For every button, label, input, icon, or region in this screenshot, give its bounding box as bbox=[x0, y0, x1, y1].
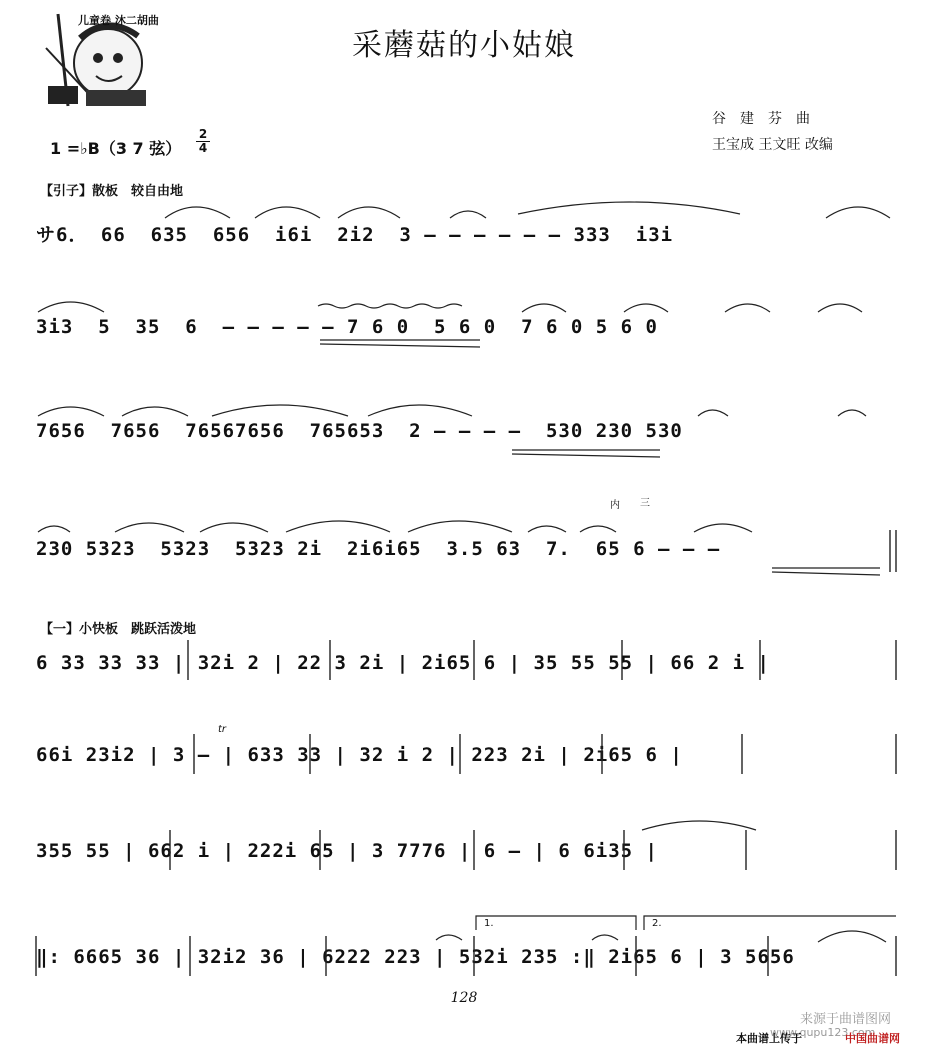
score-row-4: 230 5323 5323 5323 2i 2i6i65 3.5 63 7. 65 6 – – – bbox=[36, 538, 721, 560]
score-row-2: 3i3 5 35 6 – – – – – 7 6 0 5 6 0 7 6 0 5 6 0 bbox=[36, 316, 658, 338]
score-row-1: サ6． 66 635 656 i6i 2i2 3 – – – – – – 333 i3i bbox=[36, 224, 674, 246]
volta-1: 1. bbox=[484, 918, 494, 929]
page-title: 采蘑菇的小姑娘 bbox=[352, 28, 576, 63]
score-row-7: 355 55 | 662 i | 222i 65 | 3 7776 | 6 – | 6 6i35 | bbox=[36, 840, 658, 862]
score-row-3: 7656 7656 76567656 765653 2 – – – – 530 230 530 bbox=[36, 420, 683, 442]
volta-2: 2. bbox=[652, 918, 662, 929]
composer: 谷建芬曲 bbox=[712, 111, 824, 127]
time-signature-top: 2 bbox=[198, 127, 208, 141]
logo-text: 儿童卷 沐二胡曲 bbox=[78, 14, 159, 27]
mark-san: 三 bbox=[640, 498, 650, 509]
key-signature: 1 =♭B（3 7 弦） bbox=[50, 139, 182, 158]
footer-brand: 中国曲谱网 bbox=[845, 1032, 900, 1045]
arranger: 王宝成 王文旺 改编 bbox=[712, 137, 833, 153]
score-row-5: 6 33 33 33 | 32i 2 | 22 3 2i | 2i65 6 | 35 55 55 | 66 2 i | bbox=[36, 652, 770, 674]
watermark-text: 来源于曲谱图网 bbox=[800, 1012, 892, 1027]
mark-nei: 内 bbox=[610, 500, 620, 511]
watermark-url: www.qupu123.com bbox=[770, 1026, 876, 1039]
time-signature-bottom: 4 bbox=[196, 141, 210, 155]
page-number: 128 bbox=[450, 990, 478, 1006]
score-row-8: ‖: 6665 36 | 32i2 36 | 6222 223 | 532i 235 :‖ 2i65 6 | 3 5656 bbox=[36, 946, 795, 968]
section-part1-label: 【一】小快板 跳跃活泼地 bbox=[40, 622, 197, 637]
section-intro-label: 【引子】散板 较自由地 bbox=[40, 184, 184, 199]
mark-trill: tr bbox=[218, 724, 227, 735]
score-row-6: 66i 23i2 | 3 – | 633 33 | 32 i 2 | 223 2i | 2i65 6 | bbox=[36, 744, 683, 766]
footer-prefix: 本曲谱上传于 bbox=[736, 1032, 802, 1045]
